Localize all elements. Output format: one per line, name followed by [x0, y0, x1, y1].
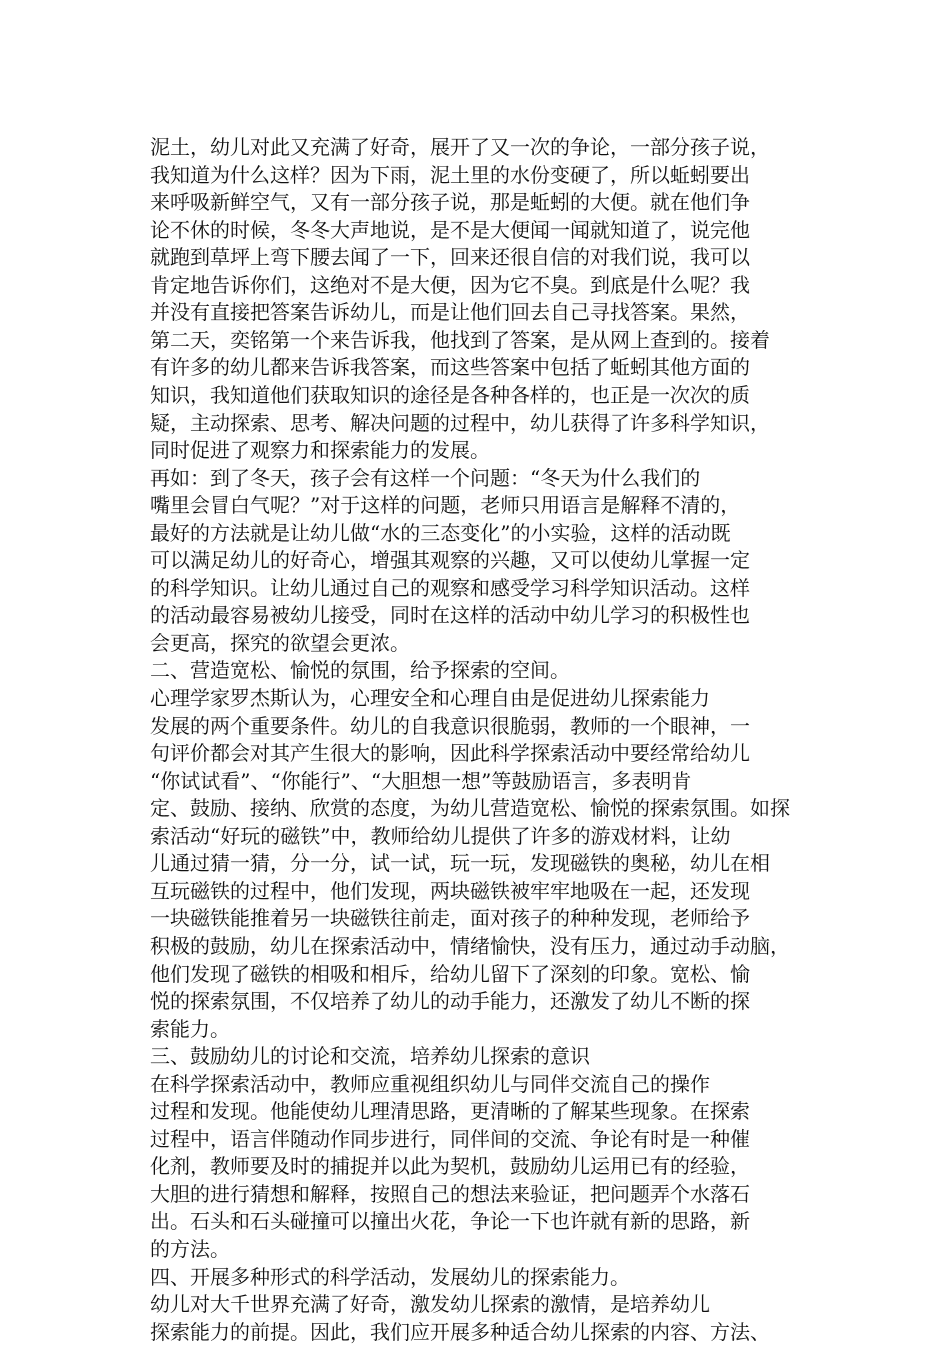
text-line: 有许多的幼儿都来告诉我答案，而这些答案中包括了蚯蚓其他方面的 — [150, 355, 750, 379]
text-line: 探索能力的前提。因此，我们应开展多种适合幼儿探索的内容、方法、 — [150, 1320, 770, 1344]
text-line: 心理学家罗杰斯认为，心理安全和心理自由是促进幼儿探索能力 — [150, 686, 710, 710]
text-line: 疑，主动探索、思考、解决问题的过程中，幼儿获得了许多科学知识， — [150, 411, 770, 435]
text-line: 来呼吸新鲜空气，又有一部分孩子说，那是蚯蚓的大便。就在他们争 — [150, 190, 750, 214]
text-line: 他们发现了磁铁的相吸和相斥，给幼儿留下了深刻的印象。宽松、愉 — [150, 962, 750, 986]
text-line: 的科学知识。让幼儿通过自己的观察和感受学习科学知识活动。这样 — [150, 576, 750, 600]
text-line: “你试试看”、“你能行”、“大胆想一想”等鼓励语言，多表明肯 — [150, 769, 692, 793]
text-line: 第二天，奕铭第一个来告诉我，他找到了答案，是从网上查到的。接着 — [150, 328, 770, 352]
text-line: 出。石头和石头碰撞可以撞出火花，争论一下也许就有新的思路，新 — [150, 1209, 750, 1233]
text-line: 在科学探索活动中，教师应重视组织幼儿与同伴交流自己的操作 — [150, 1072, 710, 1096]
text-line: 三、鼓励幼儿的讨论和交流，培养幼儿探索的意识 — [150, 1044, 590, 1068]
text-line: 就跑到草坪上弯下腰去闻了一下，回来还很自信的对我们说，我可以 — [150, 245, 750, 269]
text-line: 泥土，幼儿对此又充满了好奇，展开了又一次的争论，一部分孩子说， — [150, 135, 770, 159]
text-line: 可以满足幼儿的好奇心，增强其观察的兴趣，又可以使幼儿掌握一定 — [150, 548, 750, 572]
text-line: 索能力。 — [150, 1017, 230, 1041]
text-line: 互玩磁铁的过程中，他们发现，两块磁铁被牢牢地吸在一起，还发现 — [150, 879, 750, 903]
text-line: 我知道为什么这样？因为下雨，泥土里的水份变硬了，所以蚯蚓要出 — [150, 163, 750, 187]
text-line: 儿通过猜一猜，分一分，试一试，玩一玩，发现磁铁的奥秘，幼儿在相 — [150, 851, 770, 875]
text-line: 并没有直接把答案告诉幼儿，而是让他们回去自己寻找答案。果然， — [150, 300, 750, 324]
text-line: 幼儿对大千世界充满了好奇，激发幼儿探索的激情，是培养幼儿 — [150, 1292, 710, 1316]
text-line: 会更高，探究的欲望会更浓。 — [150, 631, 410, 655]
text-line: 嘴里会冒白气呢？”对于这样的问题，老师只用语言是解释不清的， — [150, 493, 741, 517]
text-line: 发展的两个重要条件。幼儿的自我意识很脆弱，教师的一个眼神，一 — [150, 714, 750, 738]
text-line: 悦的探索氛围，不仅培养了幼儿的动手能力，还激发了幼儿不断的探 — [150, 989, 750, 1013]
text-line: 句评价都会对其产生很大的影响，因此科学探索活动中要经常给幼儿 — [150, 741, 750, 765]
text-line: 索活动“好玩的磁铁”中，教师给幼儿提供了许多的游戏材料，让幼 — [150, 824, 731, 848]
text-line: 同时促进了观察力和探索能力的发展。 — [150, 438, 490, 462]
text-line: 一块磁铁能推着另一块磁铁往前走，面对孩子的种种发现，老师给予 — [150, 906, 750, 930]
text-line: 再如：到了冬天，孩子会有这样一个问题：“冬天为什么我们的 — [150, 466, 701, 490]
text-line: 知识，我知道他们获取知识的途径是各种各样的，也正是一次次的质 — [150, 383, 750, 407]
text-line: 积极的鼓励，幼儿在探索活动中，情绪愉快，没有压力，通过动手动脑， — [150, 934, 790, 958]
text-line: 大胆的进行猜想和解释，按照自己的想法来验证，把问题弄个水落石 — [150, 1182, 750, 1206]
text-line: 肯定地告诉你们，这绝对不是大便，因为它不臭。到底是什么呢？我 — [150, 273, 750, 297]
text-line: 过程和发现。他能使幼儿理清思路，更清晰的了解某些现象。在探索 — [150, 1099, 750, 1123]
text-line: 的方法。 — [150, 1237, 230, 1261]
text-line: 论不休的时候，冬冬大声地说，是不是大便闻一闻就知道了，说完他 — [150, 218, 750, 242]
text-line: 过程中，语言伴随动作同步进行，同伴间的交流、争论有时是一种催 — [150, 1127, 750, 1151]
text-line: 的活动最容易被幼儿接受，同时在这样的活动中幼儿学习的积极性也 — [150, 603, 750, 627]
text-line: 最好的方法就是让幼儿做“水的三态变化”的小实验，这样的活动既 — [150, 521, 731, 545]
text-line: 二、营造宽松、愉悦的氛围，给予探索的空间。 — [150, 658, 570, 682]
text-line: 四、开展多种形式的科学活动，发展幼儿的探索能力。 — [150, 1265, 630, 1289]
text-line: 定、鼓励、接纳、欣赏的态度，为幼儿营造宽松、愉悦的探索氛围。如探 — [150, 796, 790, 820]
text-line: 化剂，教师要及时的捕捉并以此为契机，鼓励幼儿运用已有的经验， — [150, 1154, 750, 1178]
